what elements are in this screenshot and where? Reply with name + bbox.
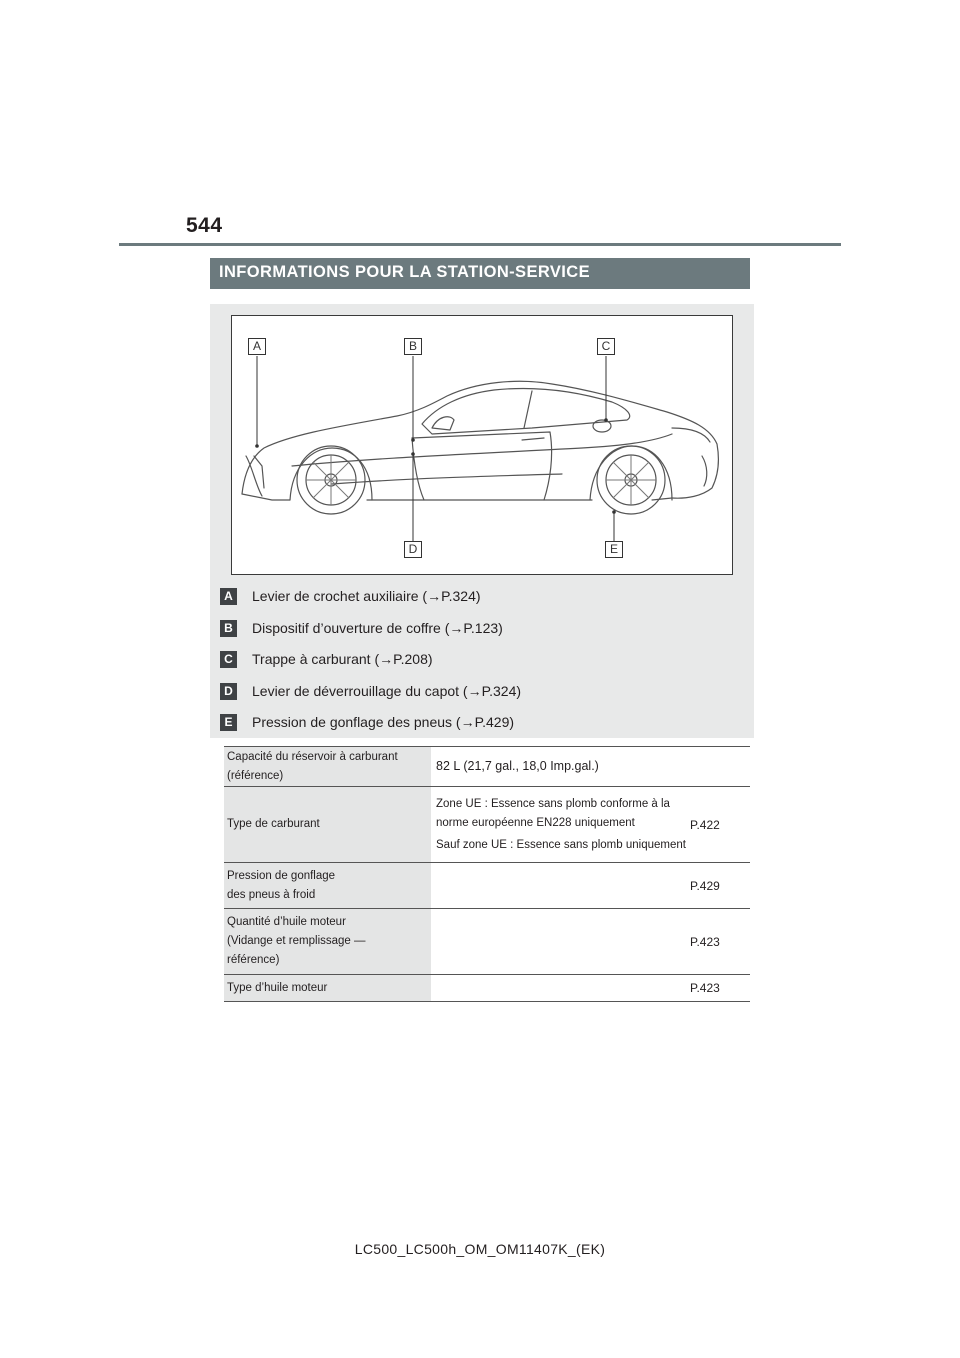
- document-code: LC500_LC500h_OM_OM11407K_(EK): [354, 1241, 606, 1257]
- table-row: [224, 975, 750, 1002]
- info-panel: [210, 304, 754, 738]
- legend-badge: E: [220, 714, 237, 731]
- spec-table: [224, 746, 750, 1002]
- row-page-ref: P.422: [690, 787, 750, 863]
- legend-badge: D: [220, 683, 237, 700]
- row-label: Type de carburant: [224, 787, 431, 863]
- callout-b: B: [404, 338, 422, 355]
- callout-e: E: [605, 541, 623, 558]
- row-value: 82 L (21,7 gal., 18,0 Imp.gal.): [431, 747, 750, 787]
- table-row: [224, 787, 750, 863]
- legend-item-e: [220, 712, 514, 732]
- car-illustration: [231, 315, 733, 575]
- car-side-view: [232, 316, 732, 574]
- row-value: [431, 909, 690, 975]
- legend-text: Pression de gonflage des pneus (→P.429): [252, 714, 515, 730]
- legend-text: Levier de déverrouillage du capot (→P.324): [252, 683, 522, 699]
- row-label: Quantité d’huile moteur (Vidange et remplissage — référence): [224, 909, 431, 975]
- callout-a: A: [248, 338, 266, 355]
- row-page-ref: P.429: [690, 863, 750, 909]
- row-value: Zone UE : Essence sans plomb conforme à la norme européenne EN228 uniquement Sauf zone UE : Essence sans plomb uniquement: [431, 787, 690, 863]
- row-label: Type d’huile moteur: [224, 975, 431, 1002]
- callout-c: C: [597, 338, 615, 355]
- legend-item-c: [220, 649, 433, 669]
- legend-badge: C: [220, 651, 237, 668]
- legend-text: Dispositif d’ouverture de coffre (→P.123): [252, 620, 503, 636]
- legend-item-a: [220, 586, 481, 606]
- row-label: Capacité du réservoir à carburant (référence): [224, 747, 431, 787]
- row-page-ref: P.423: [690, 909, 750, 975]
- legend-badge: B: [220, 620, 237, 637]
- callout-d: D: [404, 541, 422, 558]
- legend-item-d: [220, 681, 521, 701]
- row-page-ref: P.423: [690, 975, 750, 1002]
- row-value: [431, 863, 690, 909]
- legend-text: Trappe à carburant (→P.208): [252, 651, 433, 667]
- table-row: [224, 863, 750, 909]
- section-title: INFORMATIONS POUR LA STATION-SERVICE: [210, 258, 750, 289]
- legend-badge: A: [220, 588, 237, 605]
- header-rule: [119, 243, 841, 246]
- legend-text: Levier de crochet auxiliaire (→P.324): [252, 588, 481, 604]
- table-row: [224, 909, 750, 975]
- page-number: 544: [186, 214, 223, 237]
- row-value: [431, 975, 690, 1002]
- table-row: [224, 747, 750, 787]
- row-label: Pression de gonflage des pneus à froid: [224, 863, 431, 909]
- legend-item-b: [220, 618, 503, 638]
